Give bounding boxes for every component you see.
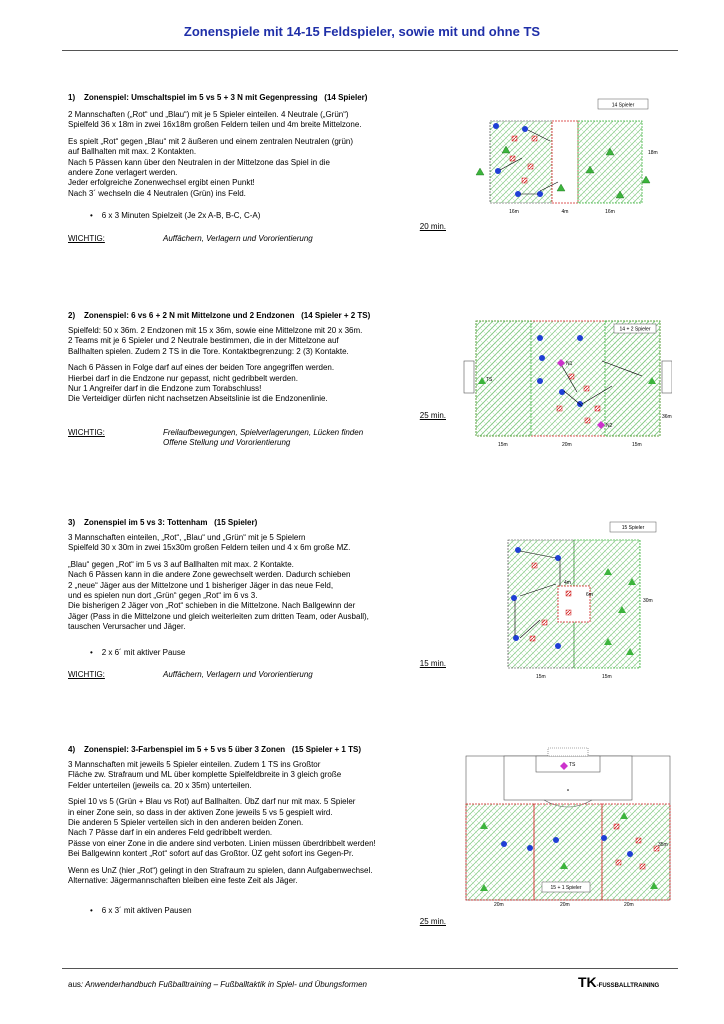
svg-text:TS: TS [486, 377, 493, 383]
wichtig-value: Auffächern, Verlagern und Vororientierung [163, 670, 313, 679]
svg-text:6m: 6m [586, 592, 593, 598]
svg-text:16m: 16m [605, 209, 615, 215]
svg-text:15 + 1 Spieler: 15 + 1 Spieler [550, 885, 582, 891]
svg-text:15m: 15m [536, 674, 546, 680]
section-4-diagram [464, 742, 674, 912]
svg-text:16m: 16m [509, 209, 519, 215]
section-3-heading: 3) Zonenspiel im 5 vs 3: Tottenham (15 Spieler) [68, 518, 258, 527]
svg-text:15m: 15m [632, 442, 642, 448]
section-4-bullet: • 6 x 3´ mit aktiven Pausen [90, 906, 192, 915]
svg-text:35m: 35m [658, 842, 668, 848]
section-1-diagram [470, 96, 670, 221]
footer-rule [62, 968, 678, 969]
wichtig-value: Auffächern, Verlagern und Vororientierung [163, 234, 313, 243]
section-2-heading: 2) Zonenspiel: 6 vs 6 + 2 N mit Mittelzone und 2 Endzonen (14 Spieler + 2 TS) [68, 311, 371, 320]
svg-text:20m: 20m [624, 902, 634, 908]
svg-text:15m: 15m [602, 674, 612, 680]
wichtig-value: Freilaufbewegungen, Spielverlagerungen, Lücken finden Offene Stellung und Vororientierung [163, 428, 364, 448]
wichtig-label: WICHTIG: [68, 234, 105, 243]
svg-text:4m: 4m [561, 209, 569, 215]
section-4-heading: 4) Zonenspiel: 3-Farbenspiel im 5 + 5 vs 5 über 3 Zonen (15 Spieler + 1 TS) [68, 745, 361, 754]
section-2-diagram [462, 316, 672, 451]
diagram-box-label: 14 Spieler [611, 102, 635, 109]
svg-text:30m: 30m [643, 598, 653, 604]
wichtig-label: WICHTIG: [68, 428, 105, 437]
section-1-wichtig [68, 234, 448, 246]
section-2-text: Spielfeld: 50 x 36m. 2 Endzonen mit 15 x 36m, sowie eine Mittelzone mit 20 x 36m. 2 Teams mit je 6 Spieler und 2 Neutrale bestimmen, die in der Mittelzone auf Ballhalten spielen. Zudem 2 TS in die Tore. Kontaktbegrenzung: 2 (3) Kontakte. Nach 6 Pässen in Folge darf auf eines der beiden Tore angegriffen werden. Hierbei darf in die Endzone nur gepasst, nicht gedribbelt werden. Nur 1 Angreifer darf in die Endzone zum Torabschluss! Die Verteidiger dürfen nicht nachsetzen Abseitslinie ist die Endzonenlinie. [68, 326, 363, 404]
svg-text:N2: N2 [606, 423, 613, 429]
svg-text:N1: N1 [566, 361, 573, 367]
section-3-diagram [500, 518, 670, 683]
section-1-text: 2 Mannschaften („Rot“ und „Blau“) mit je 5 Spieler einteilen. 4 Neutrale („Grün“) Spielfeld 36 x 18m in zwei 16x18m großen Feldern teilen und 4m breite Mittelzone. Es spielt „Rot“ gegen „Blau“ mit 2 äußeren und einem zentralen Neutralen (grün) auf Ballhalten mit max. 2 Kontakten. Nach 5 Pässen kann über den Neutralen in der Mittelzone das Spiel in die andere Zone verlagert werden. Jeder erfolgreiche Zonenwechsel ergibt einen Punkt! Nach 3´ wechseln die 4 Neutralen (Grün) ins Feld. [68, 110, 362, 198]
section-3-wichtig [68, 670, 448, 682]
section-3-bullet: • 2 x 6´ mit aktiver Pause [90, 648, 186, 657]
svg-text:20m: 20m [562, 442, 572, 448]
section-1-minutes: 20 min. [419, 222, 446, 231]
section-2-minutes: 25 min. [419, 411, 446, 420]
section-3-minutes: 15 min. [419, 659, 446, 668]
section-4-minutes: 25 min. [419, 917, 446, 926]
svg-text:36m: 36m [662, 414, 672, 420]
tk-logo: TK-FUSSBALLTRAINING [578, 974, 660, 990]
section-3-text: 3 Mannschaften einteilen, „Rot“, „Blau“ und „Grün“ mit je 5 Spielern Spielfeld 30 x 30m in zwei 15x30m großen Feldern teilen und 4 x 6m große MZ. „Blau“ gegen „Rot“ im 5 vs 3 auf Ballhalten mit max. 2 Kontakte. Nach 6 Pässen kann in die andere Zone gewechselt werden. Dadurch schieben 2 „neue“ Jäger aus der Mittelzone und 1 bisheriger Jäger in das neue Feld, und es spielen nun dort „Grün“ gegen „Rot“ im 6 vs 3. Die bisherigen 2 Jäger von „Rot“ schieben in die Mittelzone. Nach Ballgewinn der Jäger (Pass in die Mittelzone und gleich weiterleiten zum dritten Team, oder Ausball), tauschen Verursacher und Jäger. [68, 533, 369, 632]
footer-source: aus: Anwenderhandbuch Fußballtraining – Fußballtaktik in Spiel- und Übungsformen [68, 980, 367, 989]
section-2-wichtig [68, 428, 448, 450]
svg-text:15 Spieler: 15 Spieler [621, 525, 645, 531]
wichtig-label: WICHTIG: [68, 670, 105, 679]
svg-text:18m: 18m [648, 150, 658, 156]
page-title: Zonenspiele mit 14-15 Feldspieler, sowie mit und ohne TS [183, 24, 541, 39]
title-rule [62, 50, 678, 51]
svg-text:14 + 2 Spieler: 14 + 2 Spieler [619, 326, 651, 333]
svg-text:20m: 20m [560, 902, 570, 908]
svg-text:4m: 4m [564, 580, 571, 586]
svg-text:TS: TS [569, 762, 576, 768]
section-4-text: 3 Mannschaften mit jeweils 5 Spieler einteilen. Zudem 1 TS ins Großtor Fläche zw. Strafraum und ML über komplette Spielfeldbreite in 3 gleich große Felder unterteilen (jeweils ca. 20 x 35m) unterteilen. Spiel 10 vs 5 (Grün + Blau vs Rot) auf Ballhalten. ÜbZ darf nur mit max. 5 Spieler in einer Zone sein, so dass in der aktiven Zone jeweils 5 vs 5 gespielt wird. Die anderen 5 Spieler verteilen sich in den anderen beiden Zonen. Nach 7 Pässe darf in ein anderes Feld gedribbelt werden. Pässe von einer Zone in die andere sind verboten. Linien müssen überdribbelt werden! Bei Ballgewinn kontert „Rot“ sofort auf das Großtor. ÜZ geht sofort ins Gegen-Pr. Wenn es UnZ (hier „Rot“) gelingt in den Strafraum zu spielen, dann Aufgabenwechsel. Alternative: Jägermannschaften bleiben eine feste Zeit als Jäger. [68, 760, 376, 886]
section-1-heading: 1) Zonenspiel: Umschaltspiel im 5 vs 5 + 3 N mit Gegenpressing (14 Spieler) [68, 93, 368, 102]
svg-text:15m: 15m [498, 442, 508, 448]
section-1-bullet: • 6 x 3 Minuten Spielzeit (Je 2x A-B, B-C, C-A) [90, 211, 261, 220]
svg-text:20m: 20m [494, 902, 504, 908]
